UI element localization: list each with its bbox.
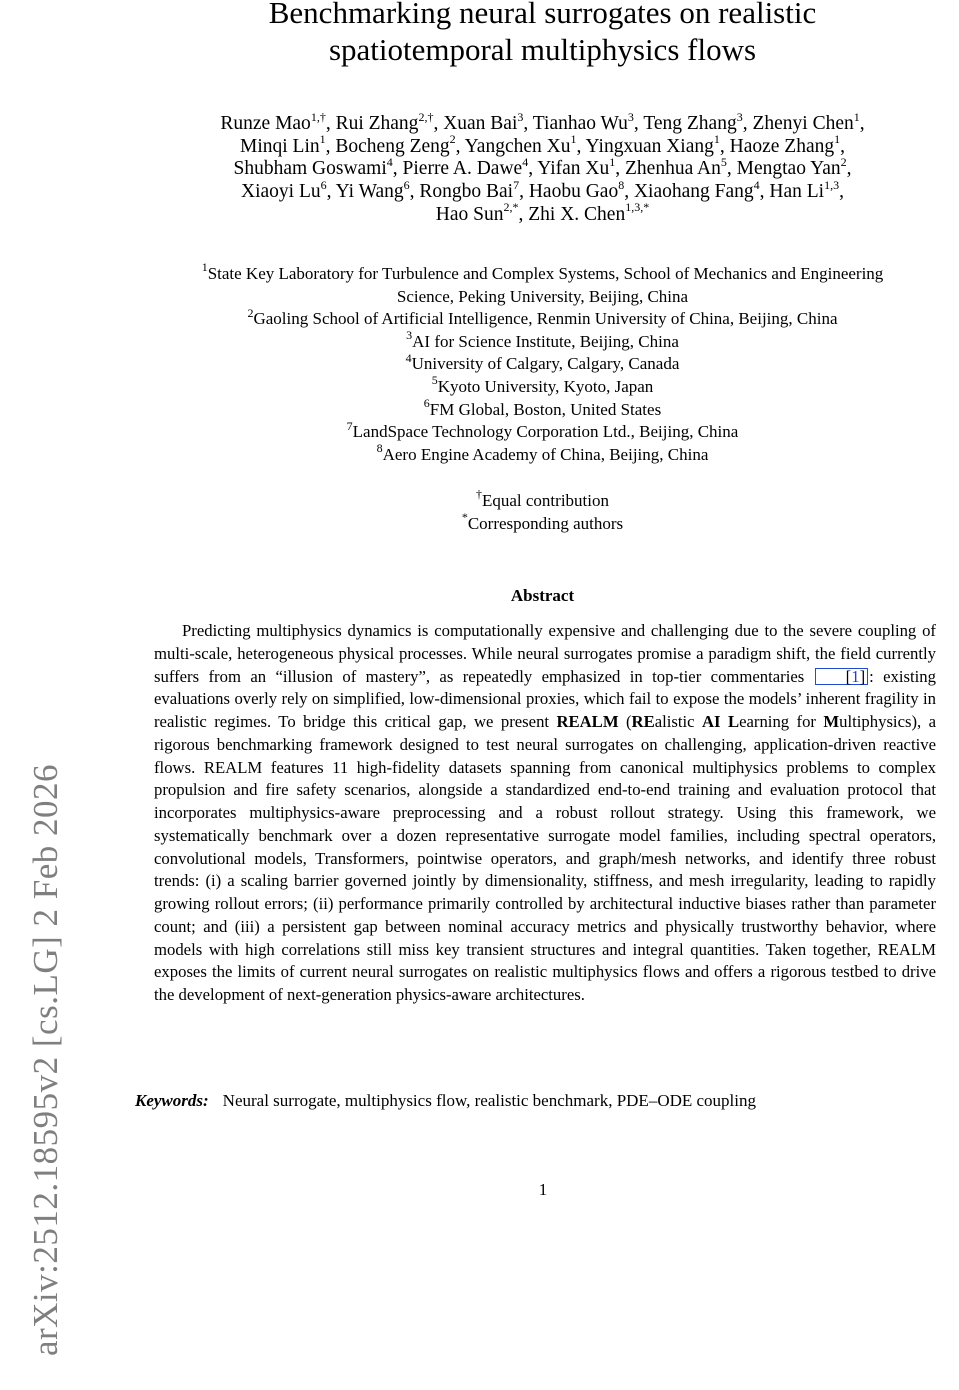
abstract-text-part-4: ), a rigorous benchmarking framework designed to test neural surrogates on challenging, application-driven reactive flows. REALM features 11 high-fidelity datasets spanning from canonical multiphysics problems to complex propulsion and fire safety scenarios, alongside a standardized end-to-end training and evaluation protocol that incorporates multiphysics-aware preprocessing and a robust rollout strategy. Using this framework, we systematically benchmark over a dozen representative surrogate model families, including spectral operators, convolutional models, Transformers, pointwise operators, and graph/mesh networks, and identify three robust trends: (i) a scaling barrier governed jointly by dimensionality, stiffness, and mesh irregularity, leading to rapidly growing rollout errors; (ii) performance primarily controlled by architectural inductive biases rather than parameter count; and (iii) a persistent gap between nominal accuracy metrics and physically trustworthy behavior, where models with high correlations still miss key transient structures and integral quantities. Taken together, REALM exposes the limits of current neural surrogates on realistic multiphysics flows and offers a rigorous testbed to drive the development of next-generation physics-aware architectures. — [154, 712, 937, 1004]
author-affil-sup: 1 — [609, 154, 616, 169]
author-name: Teng Zhang — [643, 113, 737, 134]
title-line-2: spatiotemporal multiphysics flows — [328, 32, 757, 67]
affiliation-list — [130, 260, 955, 466]
equal-contribution-note — [130, 489, 955, 512]
arxiv-identifier-stamp: arXiv:2512.18595v2 [cs.LG] 2 Feb 2026 — [26, 763, 65, 1357]
affiliation-item — [130, 441, 955, 467]
author-affil-sup: 1,† — [310, 109, 326, 124]
author-affil-sup: 1 — [319, 132, 326, 147]
note-sup: * — [461, 510, 468, 525]
affiliation-sup: 4 — [405, 350, 412, 365]
author-name: Zhenyi Chen — [752, 113, 854, 134]
author-affil-sup: 1 — [853, 109, 860, 124]
affiliation-text: Kyoto University, Kyoto, Japan — [437, 376, 654, 396]
author-affil-sup: 4 — [753, 177, 760, 192]
paper-title — [140, 0, 945, 68]
author-affil-sup: 1 — [570, 132, 577, 147]
author-name: Runze Mao — [220, 113, 311, 134]
acronym-m: M — [823, 712, 840, 731]
affiliation-text: State Key Laboratory for Turbulence and Complex Systems, School of Mechanics and Engineering — [207, 264, 884, 283]
affiliation-sup: 5 — [431, 373, 438, 388]
affiliation-item-continued: Science, Peking University, Beijing, China — [396, 286, 689, 306]
affiliation-item — [130, 350, 955, 376]
author-affil-sup: 6 — [403, 177, 410, 192]
abstract-heading: Abstract — [510, 586, 575, 605]
author-name: Yifan Xu — [537, 158, 610, 180]
author-notes — [130, 489, 955, 535]
acronym-ai-rest — [721, 712, 728, 731]
affiliation-sup: 3 — [406, 328, 413, 343]
author-affil-sup: 6 — [320, 177, 327, 192]
author-name: Xiaohang Fang — [633, 181, 754, 203]
author-affil-sup: 1,3,* — [625, 200, 650, 215]
author-name: Minqi Lin — [239, 135, 320, 157]
acronym-re-rest: alistic — [654, 712, 702, 731]
author-affil-sup: 4 — [386, 154, 393, 169]
author-affil-sup: 7 — [513, 177, 520, 192]
acronym-ai: AI — [702, 712, 721, 731]
author-name: Rongbo Bai — [419, 181, 514, 203]
author-name: Hao Sun — [435, 203, 504, 225]
affiliation-sup: 1 — [201, 260, 208, 275]
affiliation-item — [130, 395, 955, 422]
acronym-m-rest: ultiphysics — [839, 712, 912, 731]
author-name: Mengtao Yan — [736, 158, 841, 180]
note-text: Equal contribution — [481, 491, 609, 510]
keywords-line — [135, 1090, 959, 1112]
author-affil-sup: 3 — [736, 109, 743, 124]
author-name: Yi Wang — [335, 181, 404, 203]
affiliation-text: AI for Science Institute, Beijing, China — [412, 331, 679, 351]
author-name: Han Li — [769, 181, 825, 203]
author-name: Pierre A. Dawe — [402, 158, 523, 180]
author-affil-sup: 5 — [720, 154, 727, 169]
author-affil-sup: 1 — [713, 132, 720, 147]
author-name: Yingxuan Xiang — [585, 135, 714, 157]
acronym-l: L — [727, 712, 740, 731]
abstract-text-part-1: Predicting multiphysics dynamics is computationally expensive and challenging due to the severe coupling of multi-scale, heterogeneous physical processes. While neural surrogates promise a paradigm shift, the field currently suffers from an “illusion of mastery”, as repeatedly emphasized in top-tier commentaries — [154, 621, 936, 686]
acronym-l-rest: earning for — [739, 712, 824, 731]
affiliation-item — [130, 418, 955, 444]
affiliation-sup: 2 — [247, 305, 254, 320]
note-sup: † — [475, 487, 482, 502]
affiliation-sup: 6 — [423, 395, 430, 410]
affiliation-text: LandSpace Technology Corporation Ltd., Beijing, China — [352, 422, 739, 442]
author-name: Rui Zhang — [335, 113, 419, 134]
abstract-paren-open: ( — [618, 712, 632, 731]
author-list: Runze Mao$^{1,\dagger}$, Rui Zhang$^{2,\dagger}$, Xuan Bai$^3$, Tianhao Wu$^3$, Teng Zhang$^3$, Zhenyi Chen$^1$, Minqi Lin$^1$, Bocheng Zeng$^2$, Yangchen Xu$^1$, Yingxuan Xiang$^1$, Haoze Zhang$^1$, Shubham Goswami$^4$, Pierre A. Dawe$^4$, Yifan Xu$^1$, Zhenhua An$^5$, Mengtao Yan$^2$, Xiaoyi Lu$^6$, Yi Wang$^6$, Rongbo Bai$^7$, Haobu Gao$^8$, Xiaohang Fang$^4$, Han Li$^{1,3}$, Hao Sun$^{2,*}$, Zhi X. Chen$^{1,3,*}$ — [220, 109, 865, 225]
author-affil-sup: 3 — [627, 109, 634, 124]
keywords-label: Keywords: — [135, 1091, 209, 1110]
author-name: Haobu Gao — [528, 181, 619, 203]
affiliation-text: Gaoling School of Artificial Intelligence, Renmin University of China, Beijing, China — [253, 309, 838, 329]
author-name: Zhenhua An — [625, 158, 721, 180]
author-name: Zhi X. Chen — [528, 203, 626, 225]
affiliation-sup: 8 — [376, 441, 383, 456]
affiliation-item — [130, 260, 955, 286]
affiliation-text: FM Global, Boston, United States — [429, 399, 662, 419]
author-name: Bocheng Zeng — [335, 135, 450, 157]
abstract-paragraph — [154, 620, 936, 1007]
author-affil-sup: 2,† — [418, 109, 434, 124]
author-affil-sup: 3 — [517, 109, 524, 124]
author-name: Tianhao Wu — [532, 113, 628, 134]
author-name: Yangchen Xu — [464, 135, 571, 157]
author-affil-sup: 8 — [618, 177, 625, 192]
corresponding-authors-note — [130, 512, 955, 535]
affiliation-item — [130, 373, 955, 399]
affiliation-item — [130, 328, 955, 354]
author-affil-sup: 2 — [449, 132, 456, 147]
keywords-text: Neural surrogate, multiphysics flow, realistic benchmark, PDE–ODE coupling — [222, 1091, 756, 1110]
title-line-1: Benchmarking neural surrogates on realistic — [268, 0, 817, 30]
acronym-re: RE — [631, 712, 655, 731]
author-affil-sup: 1,3 — [824, 177, 840, 192]
author-affil-sup: 1 — [834, 132, 841, 147]
affiliation-text: Aero Engine Academy of China, Beijing, China — [382, 444, 709, 464]
affiliation-sup: 7 — [346, 418, 353, 433]
affiliation-item — [130, 305, 955, 331]
author-name: Shubham Goswami — [233, 158, 387, 180]
citation-number: 1 — [851, 666, 860, 686]
author-affil-sup: 2 — [840, 154, 847, 169]
author-name: Xiaoyi Lu — [241, 181, 321, 203]
author-name: Haoze Zhang — [729, 135, 835, 157]
realm-name: REALM — [556, 712, 619, 731]
affiliation-text: University of Calgary, Calgary, Canada — [411, 354, 680, 374]
abstract-text-part-2: : existing evaluations overly rely on simplified, low-dimensional proxies, which fail to expose the models’ inherent fragility in realistic regimes. To bridge this critical gap, we present — [154, 666, 936, 731]
note-text: Corresponding authors — [467, 514, 624, 533]
author-name: Xuan Bai — [443, 113, 518, 134]
page-number: 1 — [538, 1180, 548, 1199]
citation-link[interactable]: [1] — [815, 668, 868, 685]
author-affil-sup: 2,* — [503, 200, 519, 215]
author-affil-sup: 4 — [522, 154, 529, 169]
